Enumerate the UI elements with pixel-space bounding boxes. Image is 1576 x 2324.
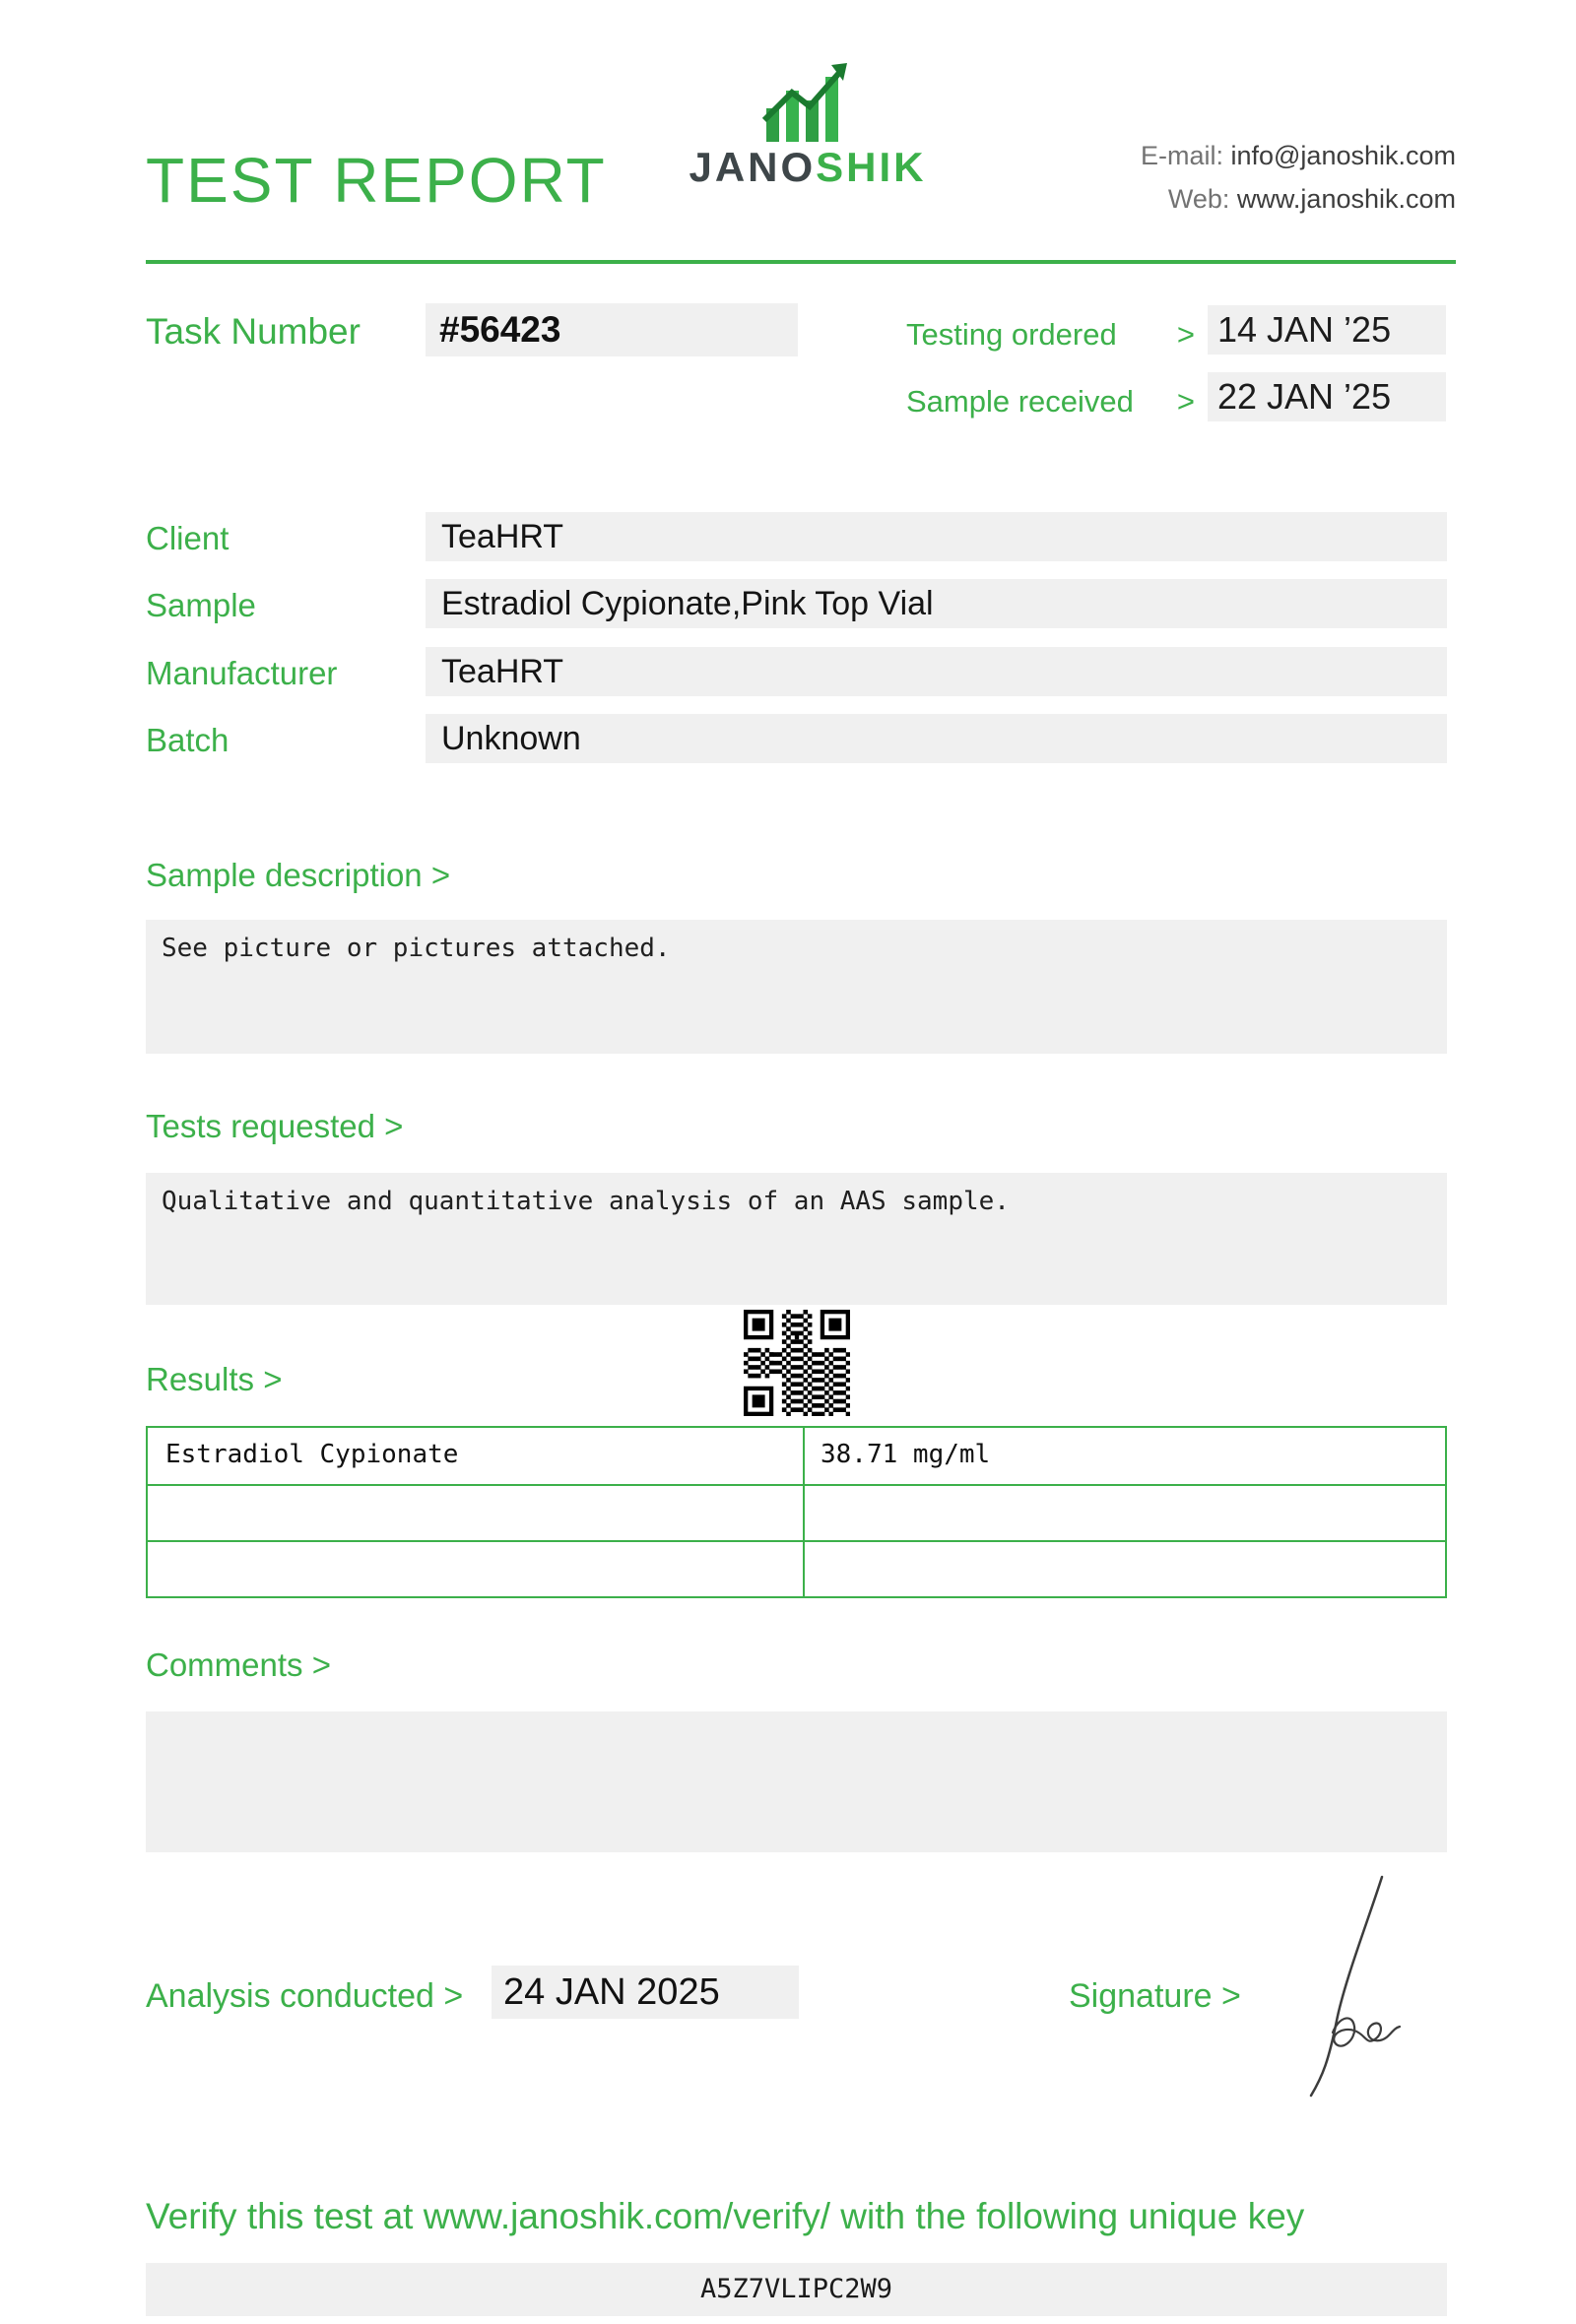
- result-substance: [148, 1486, 805, 1540]
- email-label: E-mail:: [1140, 141, 1223, 170]
- batch-label: Batch: [146, 722, 230, 758]
- task-number-label: Task Number: [146, 311, 361, 352]
- testing-ordered-text: Testing ordered: [906, 317, 1117, 352]
- sample-received-arrow: >: [1176, 384, 1195, 419]
- janoshik-logo: [650, 61, 965, 191]
- analysis-conducted-date: 24 JAN 2025: [492, 1966, 799, 2019]
- header-divider: [146, 260, 1456, 264]
- logo-text-jano: JANO: [689, 144, 817, 190]
- sample-description-box: See picture or pictures attached.: [146, 920, 1447, 1054]
- qr-code: [744, 1310, 850, 1416]
- sample-received-text: Sample received: [906, 384, 1134, 419]
- result-concentration: [805, 1486, 1445, 1540]
- logo-chart-icon: [760, 61, 855, 142]
- web-value: www.janoshik.com: [1236, 184, 1456, 214]
- tests-requested-box: Qualitative and quantitative analysis of an AAS sample.: [146, 1173, 1447, 1305]
- verify-unique-key: A5Z7VLIPC2W9: [146, 2263, 1447, 2316]
- comments-box: [146, 1711, 1447, 1852]
- client-value: TeaHRT: [426, 512, 1447, 561]
- verify-instructions: Verify this test at www.janoshik.com/verify/ with the following unique key: [146, 2196, 1305, 2236]
- testing-ordered-date: 14 JAN ’25: [1208, 305, 1446, 355]
- signature-scribble: [1276, 1873, 1448, 2099]
- testing-ordered-arrow: >: [1176, 317, 1195, 352]
- testing-ordered-label: [906, 317, 1195, 353]
- web-label: Web:: [1167, 184, 1230, 214]
- result-substance: [148, 1542, 805, 1596]
- analysis-conducted-label: Analysis conducted >: [146, 1977, 464, 2015]
- result-concentration: [805, 1542, 1445, 1596]
- result-concentration: 38.71 mg/ml: [821, 1440, 991, 1469]
- logo-text-shik: SHIK: [816, 144, 927, 190]
- results-row: [148, 1484, 1445, 1540]
- batch-value: Unknown: [426, 714, 1447, 763]
- page-title: TEST REPORT: [146, 145, 607, 216]
- manufacturer-label: Manufacturer: [146, 655, 338, 691]
- logo-wordmark: [650, 144, 965, 191]
- results-row: [148, 1540, 1445, 1596]
- sample-received-label: [906, 384, 1195, 420]
- contact-info: [983, 134, 1456, 221]
- results-table: [146, 1426, 1447, 1598]
- client-label: Client: [146, 520, 230, 556]
- email-value: info@janoshik.com: [1230, 141, 1456, 170]
- results-heading: Results >: [146, 1361, 283, 1397]
- tests-requested-heading: Tests requested >: [146, 1108, 404, 1144]
- signature-label: Signature >: [1069, 1977, 1241, 2015]
- manufacturer-value: TeaHRT: [426, 647, 1447, 696]
- contact-web-line: [983, 177, 1456, 221]
- sample-label: Sample: [146, 587, 256, 623]
- task-number-value: #56423: [426, 303, 798, 356]
- sample-value: Estradiol Cypionate,Pink Top Vial: [426, 579, 1447, 628]
- sample-description-heading: Sample description >: [146, 857, 451, 893]
- result-substance: Estradiol Cypionate: [148, 1428, 805, 1484]
- results-row: [148, 1428, 1445, 1484]
- contact-email-line: [983, 134, 1456, 177]
- comments-heading: Comments >: [146, 1646, 331, 1683]
- sample-received-date: 22 JAN ’25: [1208, 372, 1446, 421]
